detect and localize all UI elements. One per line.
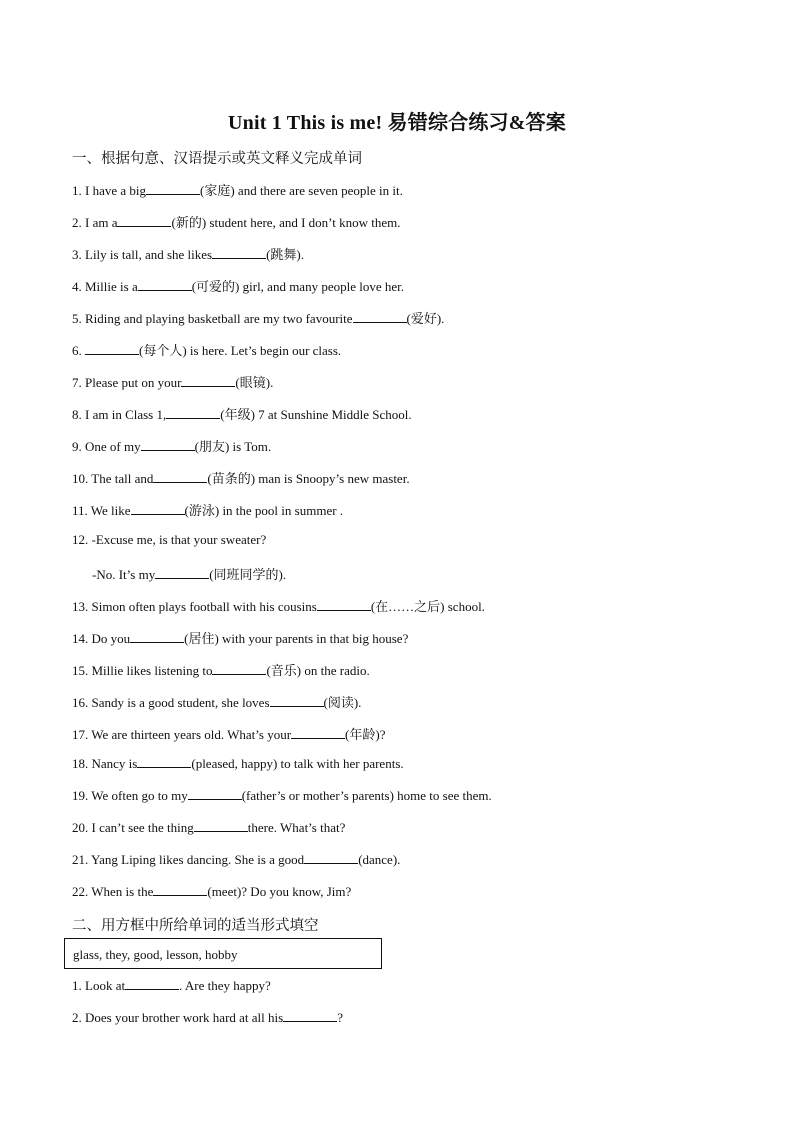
question-item: 1. Look at . Are they happy?: [72, 978, 271, 993]
question-item: 2. I am a (新的) student here, and I don’t know them.: [72, 215, 401, 230]
question-item: 22. When is the (meet)? Do you know, Jim?: [72, 884, 352, 899]
answer-blank[interactable]: [117, 215, 171, 227]
question-item: 2. Does your brother work hard at all his ?: [72, 1010, 343, 1025]
answer-blank[interactable]: [304, 852, 358, 864]
question-item: 10. The tall and (苗条的) man is Snoopy’s new master.: [72, 471, 410, 486]
answer-blank[interactable]: [153, 884, 207, 896]
answer-blank[interactable]: [131, 503, 185, 515]
question-item: 13. Simon often plays football with his cousins (在……之后) school.: [72, 599, 485, 614]
question-item: 21. Yang Liping likes dancing. She is a good (dance).: [72, 852, 401, 867]
page-title: Unit 1 This is me! 易错综合练习&答案: [227, 112, 567, 134]
question-item: 11. We like (游泳) in the pool in summer .: [72, 503, 344, 518]
answer-blank[interactable]: [212, 247, 266, 259]
answer-blank[interactable]: [188, 788, 242, 800]
question-item: 1. I have a big (家庭) and there are seven people in it.: [72, 183, 403, 198]
answer-blank[interactable]: [130, 631, 184, 643]
question-item: 15. Millie likes listening to (音乐) on the radio.: [72, 663, 370, 678]
question-item: 6. (每个人) is here. Let’s begin our class.: [72, 343, 342, 358]
question-item: 4. Millie is a (可爱的) girl, and many people love her.: [72, 279, 404, 294]
question-item: 17. We are thirteen years old. What’s your (年龄)?: [72, 727, 386, 742]
answer-blank[interactable]: [353, 311, 407, 323]
answer-blank[interactable]: [138, 279, 192, 291]
answer-blank[interactable]: [146, 183, 200, 195]
question-item: 3. Lily is tall, and she likes (跳舞).: [72, 247, 305, 262]
question-item: 19. We often go to my (father’s or mother’s parents) home to see them.: [72, 788, 492, 803]
word-box: glass, they, good, lesson, hobby: [64, 938, 382, 969]
section1-heading: 一、根据句意、汉语提示或英文释义完成单词: [72, 151, 362, 167]
question-item: 12. -Excuse me, is that your sweater?: [72, 532, 267, 547]
question-item: 18. Nancy is (pleased, happy) to talk with her parents.: [72, 756, 404, 771]
question-item: 14. Do you (居住) with your parents in that big house?: [72, 631, 409, 646]
question-item: 16. Sandy is a good student, she loves (阅读).: [72, 695, 362, 710]
answer-blank[interactable]: [283, 1010, 337, 1022]
question-item: 9. One of my (朋友) is Tom.: [72, 439, 272, 454]
answer-blank[interactable]: [85, 343, 139, 355]
question-item: 5. Riding and playing basketball are my two favourite (爱好).: [72, 311, 445, 326]
answer-blank[interactable]: [153, 471, 207, 483]
answer-blank[interactable]: [137, 756, 191, 768]
question-item: 7. Please put on your (眼镜).: [72, 375, 274, 390]
answer-blank[interactable]: [155, 567, 209, 579]
answer-blank[interactable]: [181, 375, 235, 387]
answer-blank[interactable]: [141, 439, 195, 451]
answer-blank[interactable]: [166, 407, 220, 419]
answer-blank[interactable]: [291, 727, 345, 739]
answer-blank[interactable]: [212, 663, 266, 675]
section2-heading: 二、用方框中所给单词的适当形式填空: [72, 918, 319, 934]
answer-blank[interactable]: [125, 978, 179, 990]
question-item: 8. I am in Class 1, (年级) 7 at Sunshine Middle School.: [72, 407, 412, 422]
question-item: -No. It’s my (同班同学的).: [92, 567, 287, 582]
answer-blank[interactable]: [270, 695, 324, 707]
answer-blank[interactable]: [194, 820, 248, 832]
question-item: 20. I can’t see the thing there. What’s that?: [72, 820, 346, 835]
answer-blank[interactable]: [317, 599, 371, 611]
